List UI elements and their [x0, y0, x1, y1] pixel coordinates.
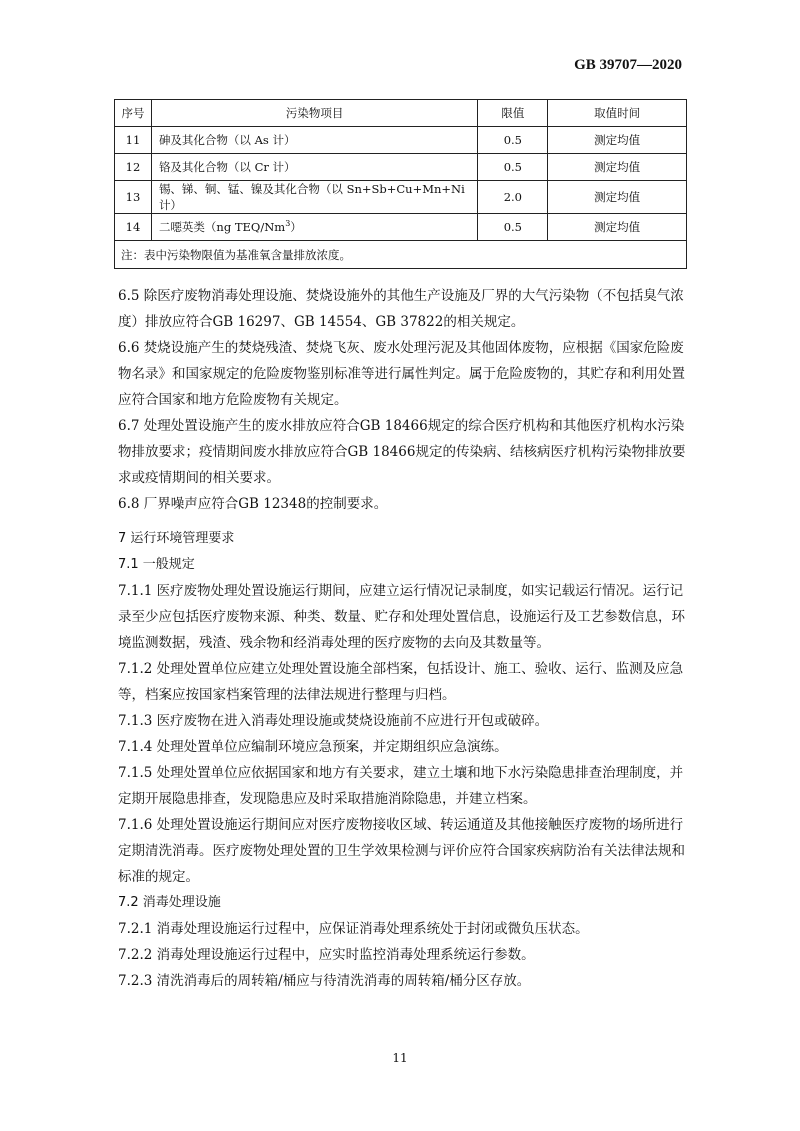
clause-7-2-1: 7.2.1 消毒处理设施运行过程中，应保证消毒处理系统处于封闭或微负压状态。	[118, 921, 589, 937]
table-row	[115, 181, 687, 214]
column-header: 取值时间	[548, 100, 687, 127]
table-header-row	[115, 100, 687, 127]
clause-7-1-4: 7.1.4 处理处置单位应编制环境应急预案，并定期组织应急演练。	[118, 739, 508, 755]
table-row	[115, 214, 687, 241]
clause-6-5: 6.5 除医疗废物消毒处理设施、焚烧设施外的其他生产设施及厂界的大气污染物（不包括臭气浓度）排放应符合GB 16297、GB 14554、GB 37822的相关规定。	[118, 288, 684, 330]
clause-7-1-5: 7.1.5 处理处置单位应依据国家和地方有关要求，建立土壤和地下水污染隐患排查治理制度，并定期开展隐患排查，发现隐患应及时采取措施消除隐患，并建立档案。	[118, 765, 684, 807]
clause-7-1-1: 7.1.1 医疗废物处理处置设施运行期间，应建立运行情况记录制度，如实记载运行情况。运行记录至少应包括医疗废物来源、种类、数量、贮存和处理处置信息，设施运行及工艺参数信息，环境监测数据，残渣、残余物和经消毒处理的医疗废物的去向及其数量等。	[118, 583, 685, 651]
sampling-time: 测定均值	[548, 181, 687, 214]
section-heading-7-2: 7.2 消毒处理设施	[118, 895, 221, 910]
clause-7-2-2: 7.2.2 消毒处理设施运行过程中，应实时监控消毒处理系统运行参数。	[118, 947, 535, 963]
sampling-time: 测定均值	[548, 127, 687, 154]
section-heading-7: 7 运行环境管理要求	[118, 531, 235, 546]
row-number: 13	[115, 181, 152, 214]
section-heading-7-1: 7.1 一般规定	[118, 557, 195, 572]
limit-value: 2.0	[478, 181, 548, 214]
pollutant-limits-table	[114, 99, 687, 269]
table-row	[115, 127, 687, 154]
sampling-time: 测定均值	[548, 214, 687, 241]
pollutant-item: 砷及其化合物（以 As 计）	[151, 127, 477, 154]
limit-value: 0.5	[478, 127, 548, 154]
clause-7-1-3: 7.1.3 医疗废物在进入消毒处理设施或焚烧设施前不应进行开包或破碎。	[118, 713, 549, 729]
pollutant-item-suffix: ）	[290, 220, 302, 234]
clause-6-7: 6.7 处理处置设施产生的废水排放应符合GB 18466规定的综合医疗机构和其他医疗机构水污染物排放要求；疫情期间废水排放应符合GB 18466规定的传染病、结核病医疗机构污染物排放要求或疫情期间的相关要求。	[118, 418, 686, 486]
pollutant-item-text: 二噁英类（ng TEQ/Nm	[158, 220, 286, 234]
table-row	[115, 154, 687, 181]
page-number: 11	[392, 1051, 408, 1065]
clause-6-6: 6.6 焚烧设施产生的焚烧残渣、焚烧飞灰、废水处理污泥及其他固体废物，应根据《国家危险废物名录》和国家规定的危险废物鉴别标准等进行属性判定。属于危险废物的，其贮存和利用处置应符合国家和地方危险废物有关规定。	[118, 340, 685, 408]
row-number: 12	[115, 154, 152, 181]
column-header: 序号	[115, 100, 152, 127]
table-note-row	[115, 241, 687, 269]
document-body	[118, 283, 688, 994]
pollutant-item	[151, 214, 477, 241]
sampling-time: 测定均值	[548, 154, 687, 181]
column-header: 限值	[478, 100, 548, 127]
limit-value: 0.5	[478, 154, 548, 181]
pollutant-item: 锡、锑、铜、锰、镍及其化合物（以 Sn+Sb+Cu+Mn+Ni 计）	[151, 181, 477, 214]
row-number: 14	[115, 214, 152, 241]
row-number: 11	[115, 127, 152, 154]
pollutant-item: 铬及其化合物（以 Cr 计）	[151, 154, 477, 181]
table-note: 注：表中污染物限值为基准氧含量排放浓度。	[115, 241, 687, 269]
limit-value: 0.5	[478, 214, 548, 241]
clause-7-2-3: 7.2.3 清洗消毒后的周转箱/桶应与待清洗消毒的周转箱/桶分区存放。	[118, 973, 531, 989]
clause-6-8: 6.8 厂界噪声应符合GB 12348的控制要求。	[118, 496, 388, 512]
superscript: 3	[285, 219, 291, 229]
clause-7-1-2: 7.1.2 处理处置单位应建立处理处置设施全部档案，包括设计、施工、验收、运行、监测及应急等，档案应按国家档案管理的法律法规进行整理与归档。	[118, 661, 684, 703]
clause-7-1-6: 7.1.6 处理处置设施运行期间应对医疗废物接收区域、转运通道及其他接触医疗废物的场所进行定期清洗消毒。医疗废物处理处置的卫生学效果检测与评价应符合国家疾病防治有关法律法规和标准的规定。	[118, 817, 685, 885]
column-header: 污染物项目	[151, 100, 477, 127]
standard-code: GB 39707—2020	[574, 57, 682, 73]
